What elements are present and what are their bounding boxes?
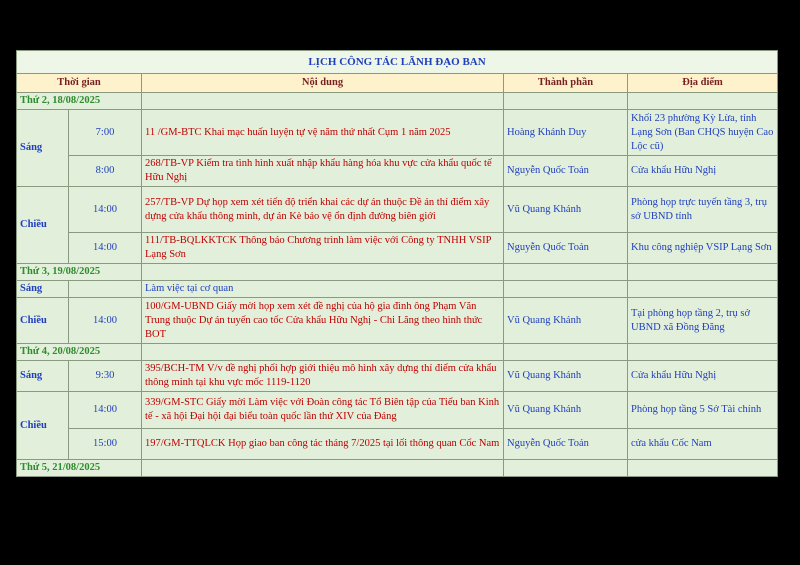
content-cell: 11 /GM-BTC Khai mạc huấn luyện tự vệ năm thứ nhất Cụm 1 năm 2025 [142, 110, 504, 156]
location-cell: Khu công nghiệp VSIP Lạng Sơn [628, 233, 778, 264]
member-cell: Nguyễn Quốc Toản [504, 233, 628, 264]
table-row [17, 298, 778, 344]
content-cell: 257/TB-VP Dự họp xem xét tiến độ triển khai các dự án thuộc Đề án thí điểm xây dựng cửa khẩu thông minh, dự án Kè bảo vệ ổn định đường biên giới [142, 187, 504, 233]
time-cell: 8:00 [69, 156, 142, 187]
member-cell: Vũ Quang Khánh [504, 361, 628, 392]
content-cell: 111/TB-BQLKKTCK Thông báo Chương trình làm việc với Công ty TNHH VSIP Lạng Sơn [142, 233, 504, 264]
header-row [17, 74, 778, 93]
day-label: Thứ 4, 20/08/2025 [17, 344, 142, 361]
table-row [17, 110, 778, 156]
content-cell: 395/BCH-TM V/v đề nghị phối hợp giới thiệu mô hình xây dựng thí điểm cửa khẩu thông minh tại khu vực mốc 1119-1120 [142, 361, 504, 392]
time-cell: 14:00 [69, 233, 142, 264]
location-cell: Phòng họp trực tuyến tầng 3, trụ sở UBND tỉnh [628, 187, 778, 233]
content-cell: 268/TB-VP Kiểm tra tình hình xuất nhập khẩu hàng hóa khu vực cửa khẩu quốc tế Hữu Nghị [142, 156, 504, 187]
table-row [17, 187, 778, 233]
table-row [17, 361, 778, 392]
member-cell [504, 281, 628, 298]
location-cell: cửa khẩu Cốc Nam [628, 429, 778, 460]
title-row [17, 51, 778, 74]
session-label: Chiều [17, 187, 69, 264]
time-cell: 9:30 [69, 361, 142, 392]
schedule-table [16, 50, 778, 477]
time-cell: 14:00 [69, 187, 142, 233]
table-row [17, 233, 778, 264]
day-row [17, 93, 778, 110]
location-cell: Tại phòng họp tầng 2, trụ sở UBND xã Đồng Đăng [628, 298, 778, 344]
table-row [17, 156, 778, 187]
location-cell: Cửa khẩu Hữu Nghị [628, 361, 778, 392]
location-cell: Cửa khẩu Hữu Nghị [628, 156, 778, 187]
table-row [17, 392, 778, 429]
location-cell: Phòng họp tầng 5 Sở Tài chính [628, 392, 778, 429]
member-cell: Nguyễn Quốc Toản [504, 429, 628, 460]
session-label: Sáng [17, 361, 69, 392]
table-row [17, 281, 778, 298]
day-label: Thứ 2, 18/08/2025 [17, 93, 142, 110]
session-label: Sáng [17, 281, 69, 298]
header-time: Thời gian [17, 74, 142, 93]
member-cell: Nguyễn Quốc Toản [504, 156, 628, 187]
content-cell: Làm việc tại cơ quan [142, 281, 504, 298]
header-location: Địa điểm [628, 74, 778, 93]
member-cell: Vũ Quang Khánh [504, 187, 628, 233]
time-cell: 15:00 [69, 429, 142, 460]
time-cell: 7:00 [69, 110, 142, 156]
page-title: LỊCH CÔNG TÁC LÃNH ĐẠO BAN [17, 51, 778, 74]
location-cell [628, 281, 778, 298]
time-cell: 14:00 [69, 392, 142, 429]
member-cell: Vũ Quang Khánh [504, 392, 628, 429]
header-members: Thành phần [504, 74, 628, 93]
time-cell [69, 281, 142, 298]
day-row [17, 344, 778, 361]
time-cell: 14:00 [69, 298, 142, 344]
header-content: Nội dung [142, 74, 504, 93]
day-row [17, 264, 778, 281]
location-cell: Khối 23 phường Kỳ Lừa, tỉnh Lạng Sơn (Ban CHQS huyện Cao Lộc cũ) [628, 110, 778, 156]
day-label: Thứ 3, 19/08/2025 [17, 264, 142, 281]
session-label: Chiều [17, 392, 69, 460]
content-cell: 197/GM-TTQLCK Họp giao ban công tác tháng 7/2025 tại lối thông quan Cốc Nam [142, 429, 504, 460]
day-row [17, 460, 778, 477]
content-cell: 100/GM-UBND Giấy mời họp xem xét đề nghị của hộ gia đình ông Phạm Văn Trung thuộc Dự án tuyến cao tốc Cửa khẩu Hữu Nghị - Chi Lăng theo hình thức BOT [142, 298, 504, 344]
session-label: Sáng [17, 110, 69, 187]
day-label: Thứ 5, 21/08/2025 [17, 460, 142, 477]
member-cell: Hoàng Khánh Duy [504, 110, 628, 156]
member-cell: Vũ Quang Khánh [504, 298, 628, 344]
table-row [17, 429, 778, 460]
session-label: Chiều [17, 298, 69, 344]
content-cell: 339/GM-STC Giấy mời Làm việc với Đoàn công tác Tổ Biên tập của Tiểu ban Kinh tế - xã hội Đại hội đại biểu toàn quốc lần thứ XIV của Đảng [142, 392, 504, 429]
